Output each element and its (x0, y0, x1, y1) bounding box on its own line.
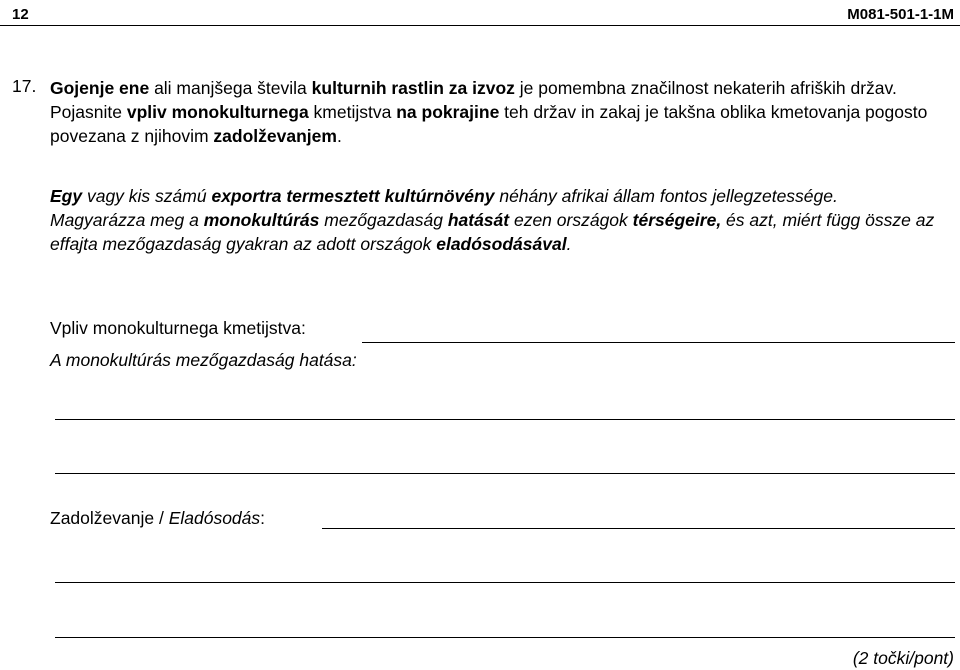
text-run: néhány afrikai állam fontos jellegzetessége. (494, 186, 838, 206)
answer-line-debt-3[interactable] (55, 637, 955, 638)
text-run: Magyarázza meg a (50, 210, 204, 230)
bold-text-run: monokultúrás (203, 210, 320, 230)
bold-text-run: hatását (447, 210, 510, 230)
debt-label-colon: : (260, 508, 266, 528)
text-run: ezen országok (509, 210, 633, 230)
text-run: és azt, miért függ össze az effajta mezőgazdaság gyakran az adott országok (50, 210, 935, 254)
exam-code: M081-501-1-1M (847, 6, 954, 23)
question-sl-paragraph-2 (50, 100, 955, 148)
question-text-hu (50, 184, 955, 256)
impact-label-sl: Vpliv monokulturnega kmetijstva: (50, 318, 306, 338)
bold-text-run: vpliv monokulturnega (126, 102, 309, 122)
answer-line-debt-1[interactable] (322, 528, 955, 529)
text-run: mezőgazdaság (319, 210, 448, 230)
text-run: vagy kis számú (82, 186, 212, 206)
debt-label-hu: Eladósodás (168, 508, 261, 528)
points-label: (2 točki/pont) (852, 648, 954, 668)
debt-label (50, 508, 265, 529)
bold-text-run: zadolževanjem (213, 126, 337, 146)
text-run: teh držav in zakaj je takšna oblika kmetovanja pogosto povezana z njihovim (50, 102, 928, 146)
impact-label-hu: A monokultúrás mezőgazdaság hatása: (50, 350, 357, 370)
question-number: 17. (12, 76, 37, 96)
bold-text-run: Gojenje ene (50, 78, 150, 98)
page-number: 12 (12, 6, 29, 23)
question-sl-paragraph-1 (50, 76, 955, 100)
question-hu-paragraph-1 (50, 184, 955, 208)
bold-text-run: exportra termesztett kultúrnövény (211, 186, 495, 206)
answer-line-impact-3[interactable] (55, 473, 955, 474)
bold-text-run: eladósodásával (436, 234, 567, 254)
question-text-sl (50, 76, 955, 148)
text-run: . (336, 126, 342, 146)
text-run: . (566, 234, 572, 254)
question-hu-paragraph-2 (50, 208, 955, 256)
bold-text-run: térségeire, (632, 210, 722, 230)
answer-line-impact-1[interactable] (362, 342, 955, 343)
text-run: Pojasnite (50, 102, 127, 122)
header-rule (0, 25, 960, 26)
text-run: ali manjšega števila (149, 78, 312, 98)
answer-line-debt-2[interactable] (55, 582, 955, 583)
bold-text-run: Egy (50, 186, 83, 206)
text-run: je pomembna značilnost nekaterih afriških držav. (514, 78, 897, 98)
answer-line-impact-2[interactable] (55, 419, 955, 420)
bold-text-run: na pokrajine (396, 102, 500, 122)
bold-text-run: kulturnih rastlin za izvoz (311, 78, 515, 98)
text-run: kmetijstva (308, 102, 397, 122)
debt-label-sl: Zadolževanje / (50, 508, 169, 528)
